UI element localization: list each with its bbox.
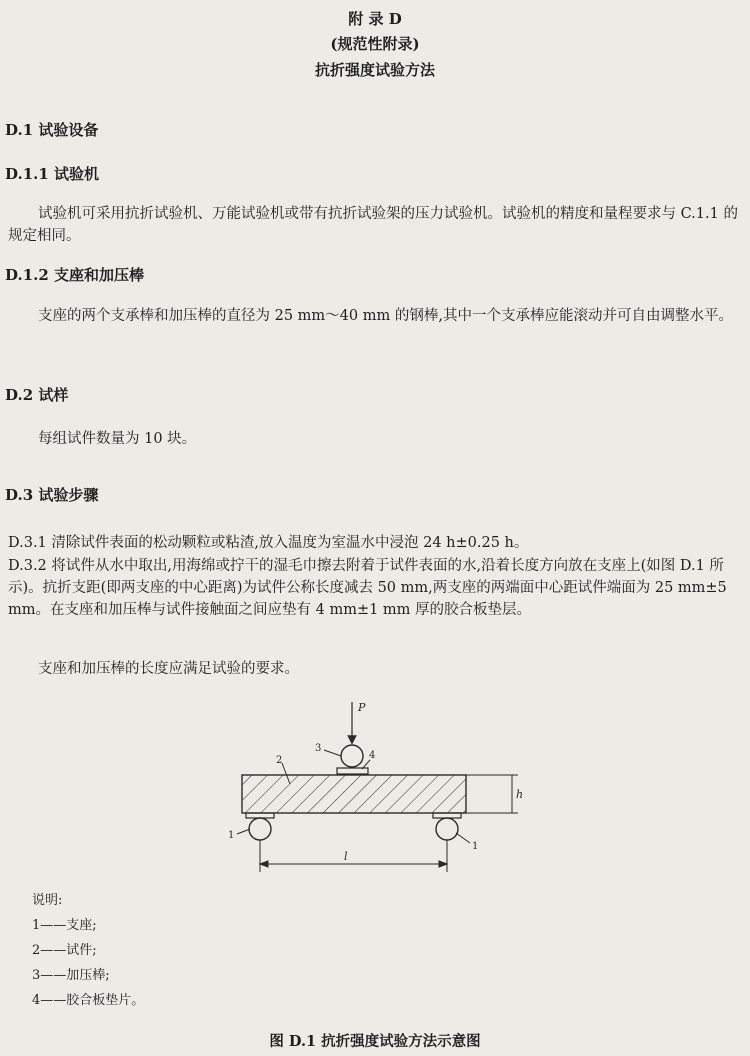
loading-rod (341, 745, 363, 767)
paragraph-d1-1: 试验机可采用抗折试验机、万能试验机或带有抗折试验架的压力试验机。试验机的精度和量程要求与 C.1.1 的规定相同。 (8, 206, 738, 244)
plywood-pad-top (337, 768, 368, 774)
callout-2: 2 (276, 755, 283, 766)
callout-1-right: 1 (472, 841, 479, 852)
span-label: l (344, 850, 348, 863)
support-rod-right (436, 818, 458, 840)
heading-d1-2: D.1.2 支座和加压棒 (5, 266, 145, 284)
legend-item: 4——胶合板垫片。 (32, 993, 145, 1008)
legend-item: 3——加压棒; (32, 968, 110, 983)
plywood-pad-left (246, 813, 274, 818)
heading-d1-1: D.1.1 试验机 (5, 165, 100, 183)
span-dimension (260, 840, 447, 872)
callout-1-left: 1 (228, 830, 235, 841)
heading-d1: D.1 试验设备 (5, 121, 99, 139)
paragraph-d1-2: 支座的两个支承棒和加压棒的直径为 25 mm～40 mm 的钢棒,其中一个支承棒应能滚动并可自由调整水平。 (38, 308, 733, 324)
appendix-label: 附 录 D (348, 10, 402, 28)
legend-item: 2——试件; (32, 943, 97, 958)
legend-title: 说明: (32, 893, 63, 908)
callout-3: 3 (315, 743, 322, 754)
load-label: P (358, 701, 366, 714)
height-label: h (516, 788, 524, 801)
height-dimension (466, 775, 518, 813)
support-rod-left (249, 818, 271, 840)
appendix-type: (规范性附录) (330, 35, 420, 53)
legend-item: 1——支座; (32, 918, 97, 933)
test-specimen (242, 775, 466, 813)
callout-4: 4 (369, 750, 376, 761)
flexural-test-diagram (200, 695, 540, 880)
paragraph-d3-2-tail: 支座和加压棒的长度应满足试验的要求。 (38, 661, 299, 677)
paragraph-d2: 每组试件数量为 10 块。 (38, 431, 197, 447)
heading-d2: D.2 试样 (5, 386, 69, 404)
figure-caption: 图 D.1 抗折强度试验方法示意图 (269, 1033, 481, 1050)
plywood-pad-right (433, 813, 461, 818)
paragraph-d3-1: D.3.1 清除试件表面的松动颗粒或粘渣,放入温度为室温水中浸泡 24 h±0.25 h。 (8, 535, 529, 551)
appendix-title: 抗折强度试验方法 (314, 61, 435, 79)
paragraph-d3-2: D.3.2 将试件从水中取出,用海绵或拧干的湿毛巾擦去附着于试件表面的水,沿着长度方向放在支座上(如图 D.1 所示)。抗折支距(即两支座的中心距离)为试件公称长度减去 50 mm,两支座的两端面中心距试件端面为 25 mm±5 mm。在支座和加压棒与试件接触面之间应垫有 4 mm±1 mm 厚的胶合板垫层。 (8, 558, 727, 618)
heading-d3: D.3 试验步骤 (5, 486, 99, 504)
